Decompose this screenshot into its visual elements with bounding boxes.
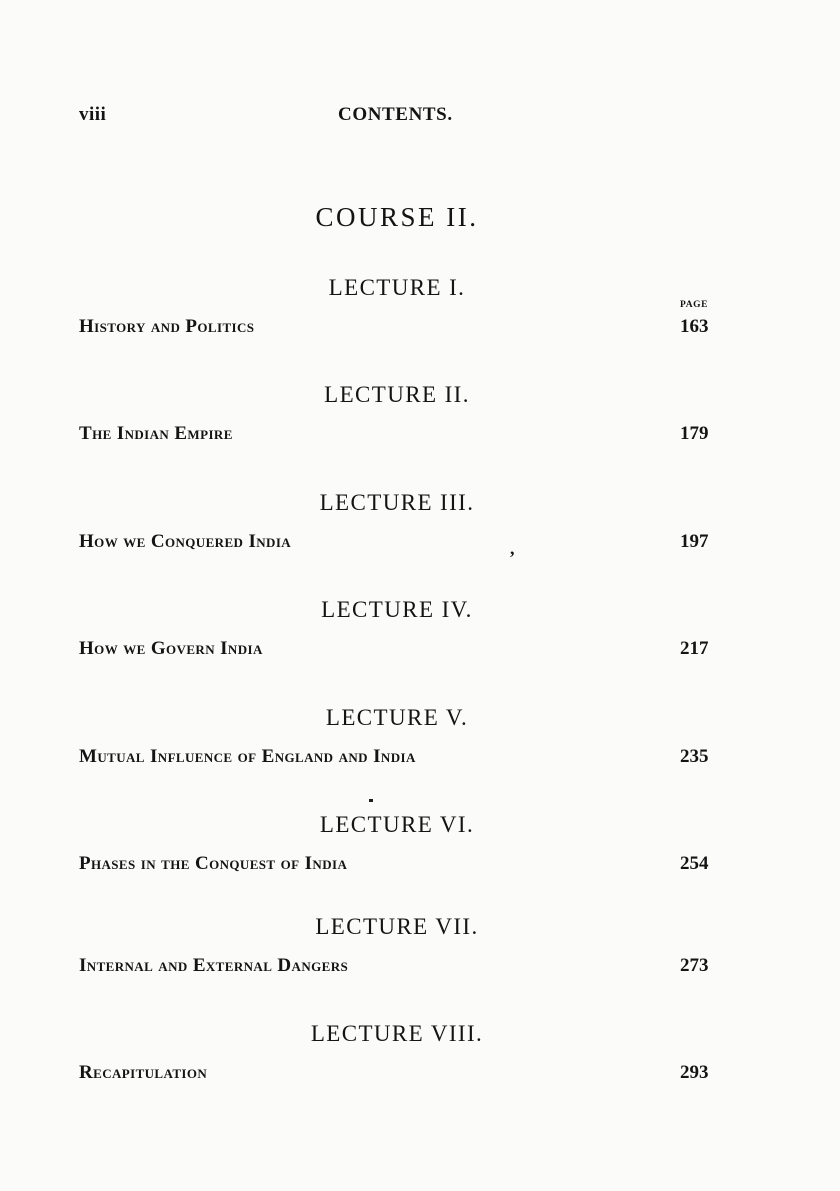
lecture-heading: LECTURE I.: [328, 275, 466, 300]
lecture-heading: LECTURE VI.: [319, 812, 475, 837]
stray-comma-mark: ,: [510, 538, 515, 558]
entry-title: History and Politics: [79, 316, 255, 337]
toc-entry: [0, 812, 840, 892]
entry-page-number: 163: [680, 316, 709, 337]
entry-title: Phases in the Conquest of India: [79, 853, 348, 874]
toc-entry: [0, 1021, 840, 1101]
toc-entry: [0, 490, 840, 570]
entry-page-number: 273: [680, 955, 709, 976]
lecture-heading: LECTURE IV.: [321, 597, 473, 622]
course-title: COURSE II.: [315, 202, 479, 232]
lecture-heading: LECTURE VIII.: [310, 1021, 484, 1046]
toc-entry: [0, 597, 840, 677]
toc-entry: [0, 705, 840, 785]
entry-page-number: 179: [680, 423, 709, 444]
running-head: [0, 104, 840, 130]
running-title: CONTENTS.: [338, 104, 453, 125]
lecture-heading: LECTURE VII.: [315, 914, 479, 939]
page-number: viii: [79, 104, 107, 125]
entry-title: Recapitulation: [79, 1062, 208, 1083]
lecture-heading: LECTURE III.: [319, 490, 475, 515]
entry-title: The Indian Empire: [79, 423, 233, 444]
entry-page-number: 197: [680, 531, 709, 552]
toc-entry: [0, 914, 840, 994]
toc-entry: [0, 275, 840, 355]
lecture-heading: LECTURE II.: [324, 382, 470, 407]
entry-page-number: 293: [680, 1062, 709, 1083]
entry-title: How we Conquered India: [79, 531, 292, 552]
toc-entry: [0, 382, 840, 462]
stray-ink-dot: [369, 799, 373, 802]
entry-title: Internal and External Dangers: [79, 955, 349, 976]
entry-title: Mutual Influence of England and India: [79, 746, 416, 767]
entry-page-number: 217: [680, 638, 709, 659]
page-column-label: PAGE: [680, 300, 709, 310]
entry-page-number: 235: [680, 746, 709, 767]
entry-page-number: 254: [680, 853, 709, 874]
entry-title: How we Govern India: [79, 638, 263, 659]
lecture-heading: LECTURE V.: [325, 705, 469, 730]
